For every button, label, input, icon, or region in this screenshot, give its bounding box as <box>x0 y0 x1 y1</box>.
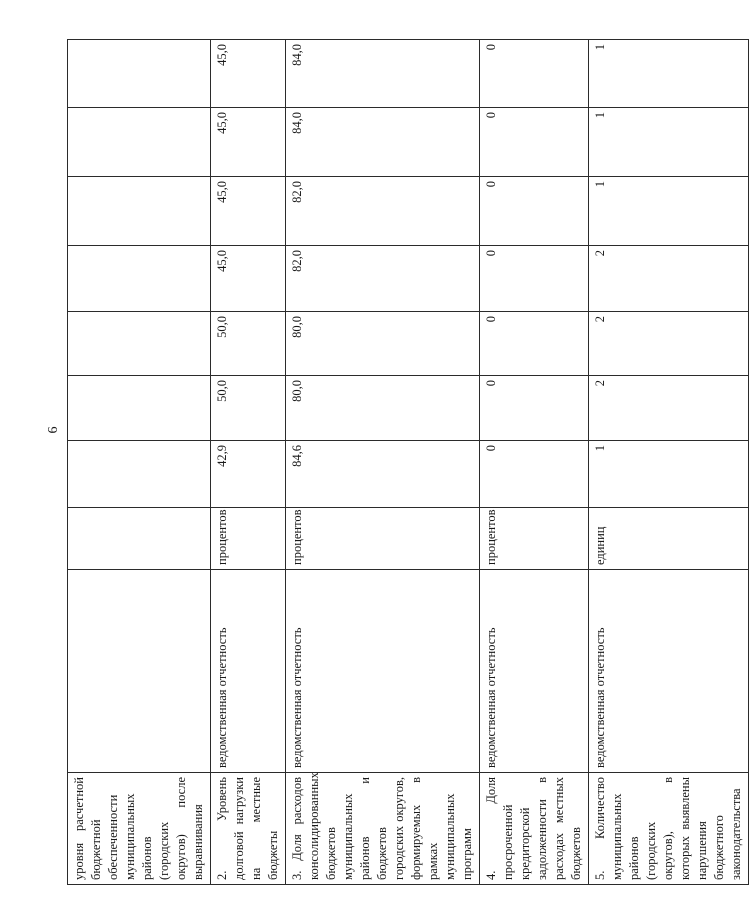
value-cell: 2 <box>589 312 749 376</box>
rotated-table-container <box>67 40 743 885</box>
value-cell <box>68 108 211 177</box>
value-cell: 50,0 <box>211 376 286 441</box>
indicator-name: 2. Уровень долговой нагрузки на местные бюджеты <box>211 773 286 885</box>
value-cell: 84,0 <box>286 40 480 108</box>
value-cell <box>68 246 211 312</box>
table-row <box>68 40 211 885</box>
value-cell: 45,0 <box>211 177 286 246</box>
value-cell: 1 <box>589 40 749 108</box>
value-cell: 84,6 <box>286 441 480 508</box>
value-cell: 0 <box>480 312 589 376</box>
value-cell: 50,0 <box>211 312 286 376</box>
unit-cell: процентов <box>286 508 480 570</box>
value-cell: 0 <box>480 246 589 312</box>
value-cell: 0 <box>480 108 589 177</box>
value-cell <box>68 376 211 441</box>
value-cell: 80,0 <box>286 312 480 376</box>
value-cell: 1 <box>589 108 749 177</box>
value-cell: 84,0 <box>286 108 480 177</box>
unit-cell: единиц <box>589 508 749 570</box>
value-cell: 1 <box>589 177 749 246</box>
unit-cell: процентов <box>211 508 286 570</box>
unit-cell: процентов <box>480 508 589 570</box>
indicator-name: 5. Количество муниципальных районов (городских округов), в которых выявлены нарушения бюджетного законодательства <box>589 773 749 885</box>
value-cell: 2 <box>589 246 749 312</box>
table-row <box>589 40 749 885</box>
value-cell: 0 <box>480 40 589 108</box>
source-cell: ведомственная отчетность <box>480 570 589 773</box>
value-cell: 2 <box>589 376 749 441</box>
value-cell: 80,0 <box>286 376 480 441</box>
source-cell: ведомственная отчетность <box>589 570 749 773</box>
value-cell <box>68 441 211 508</box>
value-cell <box>68 312 211 376</box>
value-cell <box>68 40 211 108</box>
value-cell: 42,9 <box>211 441 286 508</box>
value-cell: 82,0 <box>286 177 480 246</box>
unit-cell <box>68 508 211 570</box>
value-cell: 82,0 <box>286 246 480 312</box>
value-cell: 45,0 <box>211 246 286 312</box>
value-cell: 45,0 <box>211 108 286 177</box>
source-cell <box>68 570 211 773</box>
table-row <box>480 40 589 885</box>
value-cell: 0 <box>480 376 589 441</box>
value-cell: 45,0 <box>211 40 286 108</box>
indicator-name: 3. Доля расходов консолидированных бюджетов муниципальных районов и бюджетов городских округов, формируемых в рамках муниципальных программ <box>286 773 480 885</box>
value-cell: 0 <box>480 441 589 508</box>
table-row <box>211 40 286 885</box>
table-row <box>286 40 480 885</box>
source-cell: ведомственная отчетность <box>211 570 286 773</box>
indicators-table <box>67 39 749 885</box>
value-cell: 0 <box>480 177 589 246</box>
indicator-name: 4. Доля просроченной кредиторской задолженности в расходах местных бюджетов <box>480 773 589 885</box>
indicator-name: уровня расчетной бюджетной обеспеченности муниципальных районов (городских округов) после выравнивания <box>68 773 211 885</box>
source-cell: ведомственная отчетность <box>286 570 480 773</box>
value-cell <box>68 177 211 246</box>
page-number: 6 <box>46 426 61 434</box>
value-cell: 1 <box>589 441 749 508</box>
